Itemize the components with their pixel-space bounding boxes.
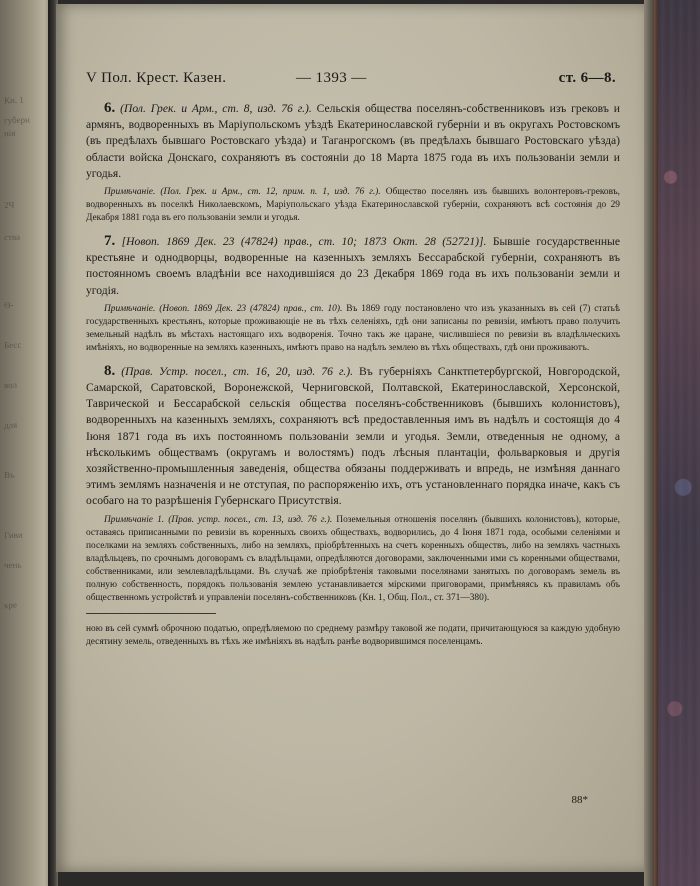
facing-page-fragment: Кн. 1 (3, 94, 24, 106)
note-reference: (Пол. Грек. и Арм., ст. 12, прим. п. 1, изд. 76 г.). (160, 187, 381, 198)
article-number: 7. (104, 233, 116, 250)
note-text: Въ 1869 году постановлено что изъ указанныхъ въ сей (7) статьѣ государственныхъ крестьянъ, которые проживающіе не въ тѣхъ селеніяхъ, гдѣ они записаны по ревизіи, имѣютъ право получить земельный надѣлъ въ мѣстахъ настоящаго ихъ водворенія. Точно такъ же царане, числившіеся по ревизіи въ владѣльческихъ имѣніяхъ, но водворенные на земляхъ казенныхъ, имѣютъ право на надѣлъ землею въ тѣхъ обществахъ, гдѣ они проживаютъ. (86, 303, 621, 353)
facing-page-fragment: Бесс (3, 339, 22, 351)
page-body (86, 100, 620, 658)
note-label: Примѣчаніе 1. (104, 514, 165, 525)
facing-page-fragment: кре (3, 599, 18, 611)
facing-page-fragment: для (3, 419, 18, 431)
printer-signature: 88* (571, 794, 588, 806)
article-reference: [Новоп. 1869 Дек. 23 (47824) прав., ст. 10; 1873 Окт. 28 (52721)]. (121, 235, 487, 249)
book-page (56, 4, 644, 872)
facing-page-fragment: Гиви (3, 529, 23, 541)
note-text: Общество поселянъ изъ бывшихъ волонтеровъ-грековъ, водворенныхъ въ поселкѣ Николаевскомъ, Маріупольскаго уѣзда Екатеринославской губерніи, сохраняютъ всѣ состоянія до 29 Декабря 1881 года въ его пользованіи земли и угодья. (86, 187, 621, 224)
footnote: ною въ сей суммѣ оброчною податью, опредѣляемою по среднему размѣру таковой же подати, причитающуюся за каждую удобную десятину земель, отведенныхъ въ тѣхъ же имѣніяхъ въ надѣлъ ранѣе водворившимся поселенцамъ. (86, 624, 620, 648)
article-text: Бывшіе государственные крестьяне и однодворцы, водворенные на казенныхъ земляхъ Бессарабской губерніи, сохраняютъ въ постоянномъ своемъ владѣніи все находившіяся до 23 Декабря 1869 года въ ихъ пользованіи земли и угодія. (86, 235, 620, 297)
facing-page-fragment: нія (3, 127, 16, 139)
article-reference: (Прав. Устр. посел., ст. 16, 20, изд. 76 г.). (121, 364, 353, 378)
article-8 (86, 363, 620, 510)
article-number: 6. (104, 100, 116, 116)
facing-page-fragment: губерн (3, 114, 31, 126)
marbled-endpaper (658, 0, 700, 886)
facing-page-fragment: 2Ч (3, 199, 15, 211)
note-reference: (Прав. устр. посел., ст. 13, изд. 76 г.). (168, 514, 333, 525)
header-section: V Пол. Крест. Казен. (86, 70, 227, 86)
facing-page-fragment: Ѳ- (3, 299, 14, 311)
page-edges (644, 0, 654, 886)
article-6 (86, 100, 620, 182)
facing-page-edge (0, 0, 52, 886)
note-label: Примѣчаніе. (104, 187, 156, 198)
note-label: Примѣчаніе. (104, 303, 156, 314)
running-header (86, 70, 616, 92)
article-reference: (Пол. Грек. и Арм., ст. 8, изд. 76 г.). (120, 102, 312, 115)
book-spine (644, 0, 700, 886)
note-reference: (Новоп. 1869 Дек. 23 (47824) прав., ст. 10). (159, 303, 343, 314)
facing-page-fragment: чень (3, 559, 22, 571)
article-text: Въ губерніяхъ Санктпетербургской, Новгородской, Самарской, Саратовской, Воронежской, Черниговской, Полтавской, Екатеринославской, Херсонской, Таврической и Бессарабской сельскія общества поселянъ-собственниковъ (бывшихъ колонистовъ), водворенныхъ на казенныхъ земляхъ, сохраняютъ всѣ предоставленныя имъ въ надѣлъ и состоящія до 4 Іюня 1871 года въ ихъ постоянномъ пользованіи земли и угодья. Земли, отведенныя не одному, а нѣсколькимъ обществамъ (округамъ и волостямъ) подъ лѣсныя плантаціи, фольварковыя и другія хозяйственно-промышленныя заведенія, общества обязаны поддерживать и впредь, не измѣняя даннаго этимъ землямъ назначенія и не отступая, по распоряженію ихъ, отъ установленнаго порядка иначе, какъ съ особаго на то разрѣшенія Губернскаго Присутствія. (86, 364, 620, 508)
facing-page-fragment: Въ (3, 469, 15, 481)
article-text: Сельскія общества поселянъ-собственниковъ изъ грековъ и армянъ, водворенныхъ въ Маріупольскомъ уѣздѣ Екатеринославской губерніи и въ округахъ Ростовскомъ (въ предѣлахъ бывшаго Ростовскаго уѣзда) и Таганрогскомъ (въ предѣлахъ бывшаго Ростовскаго уѣзда) области войска Донскаго, сохраняютъ въ состояніи до 18 Марта 1875 года въ ихъ пользованіи земли и угодья. (86, 102, 620, 180)
article-8-note (86, 514, 620, 605)
page-number: — 1393 — (296, 70, 367, 86)
facing-page-fragment: вол (3, 379, 18, 391)
article-7 (86, 233, 620, 299)
article-7-note (86, 303, 620, 355)
note-text: Поземельныя отношенія поселянъ (бывшихъ колонистовъ), которые, оставаясь приписанными по ревизіи въ коренныхъ своихъ обществахъ, водворились, до 4 Іюня 1871 года, особыми селеніями и поселками на земляхъ собственныхъ, либо на земляхъ, пріобрѣтенныхъ на счетъ коренныхъ обществъ, либо на земляхъ частныхъ владѣльцевъ, по срочнымъ договорамъ съ владѣльцами, опредѣляются договорами, заключенными ими съ коренными обществами, собственниками, или землевладѣльцами. Въ случаѣ же пріобрѣтенія таковыми поселянами занятыхъ по договорамъ земель въ полную собственность, порядокъ пользованія землею устанавливается мірскими приговорами, примѣняясь къ правиламъ объ общественномъ устройствѣ и управленіи поселянъ-собственниковъ (Кн. 1, Общ. Пол., ст. 371—380). (86, 514, 621, 603)
article-number: 8. (104, 362, 116, 379)
facing-page-fragment: ства (3, 231, 21, 243)
article-6-note (86, 186, 620, 225)
footnote-divider (86, 613, 216, 614)
article-range: ст. 6—8. (558, 70, 616, 86)
